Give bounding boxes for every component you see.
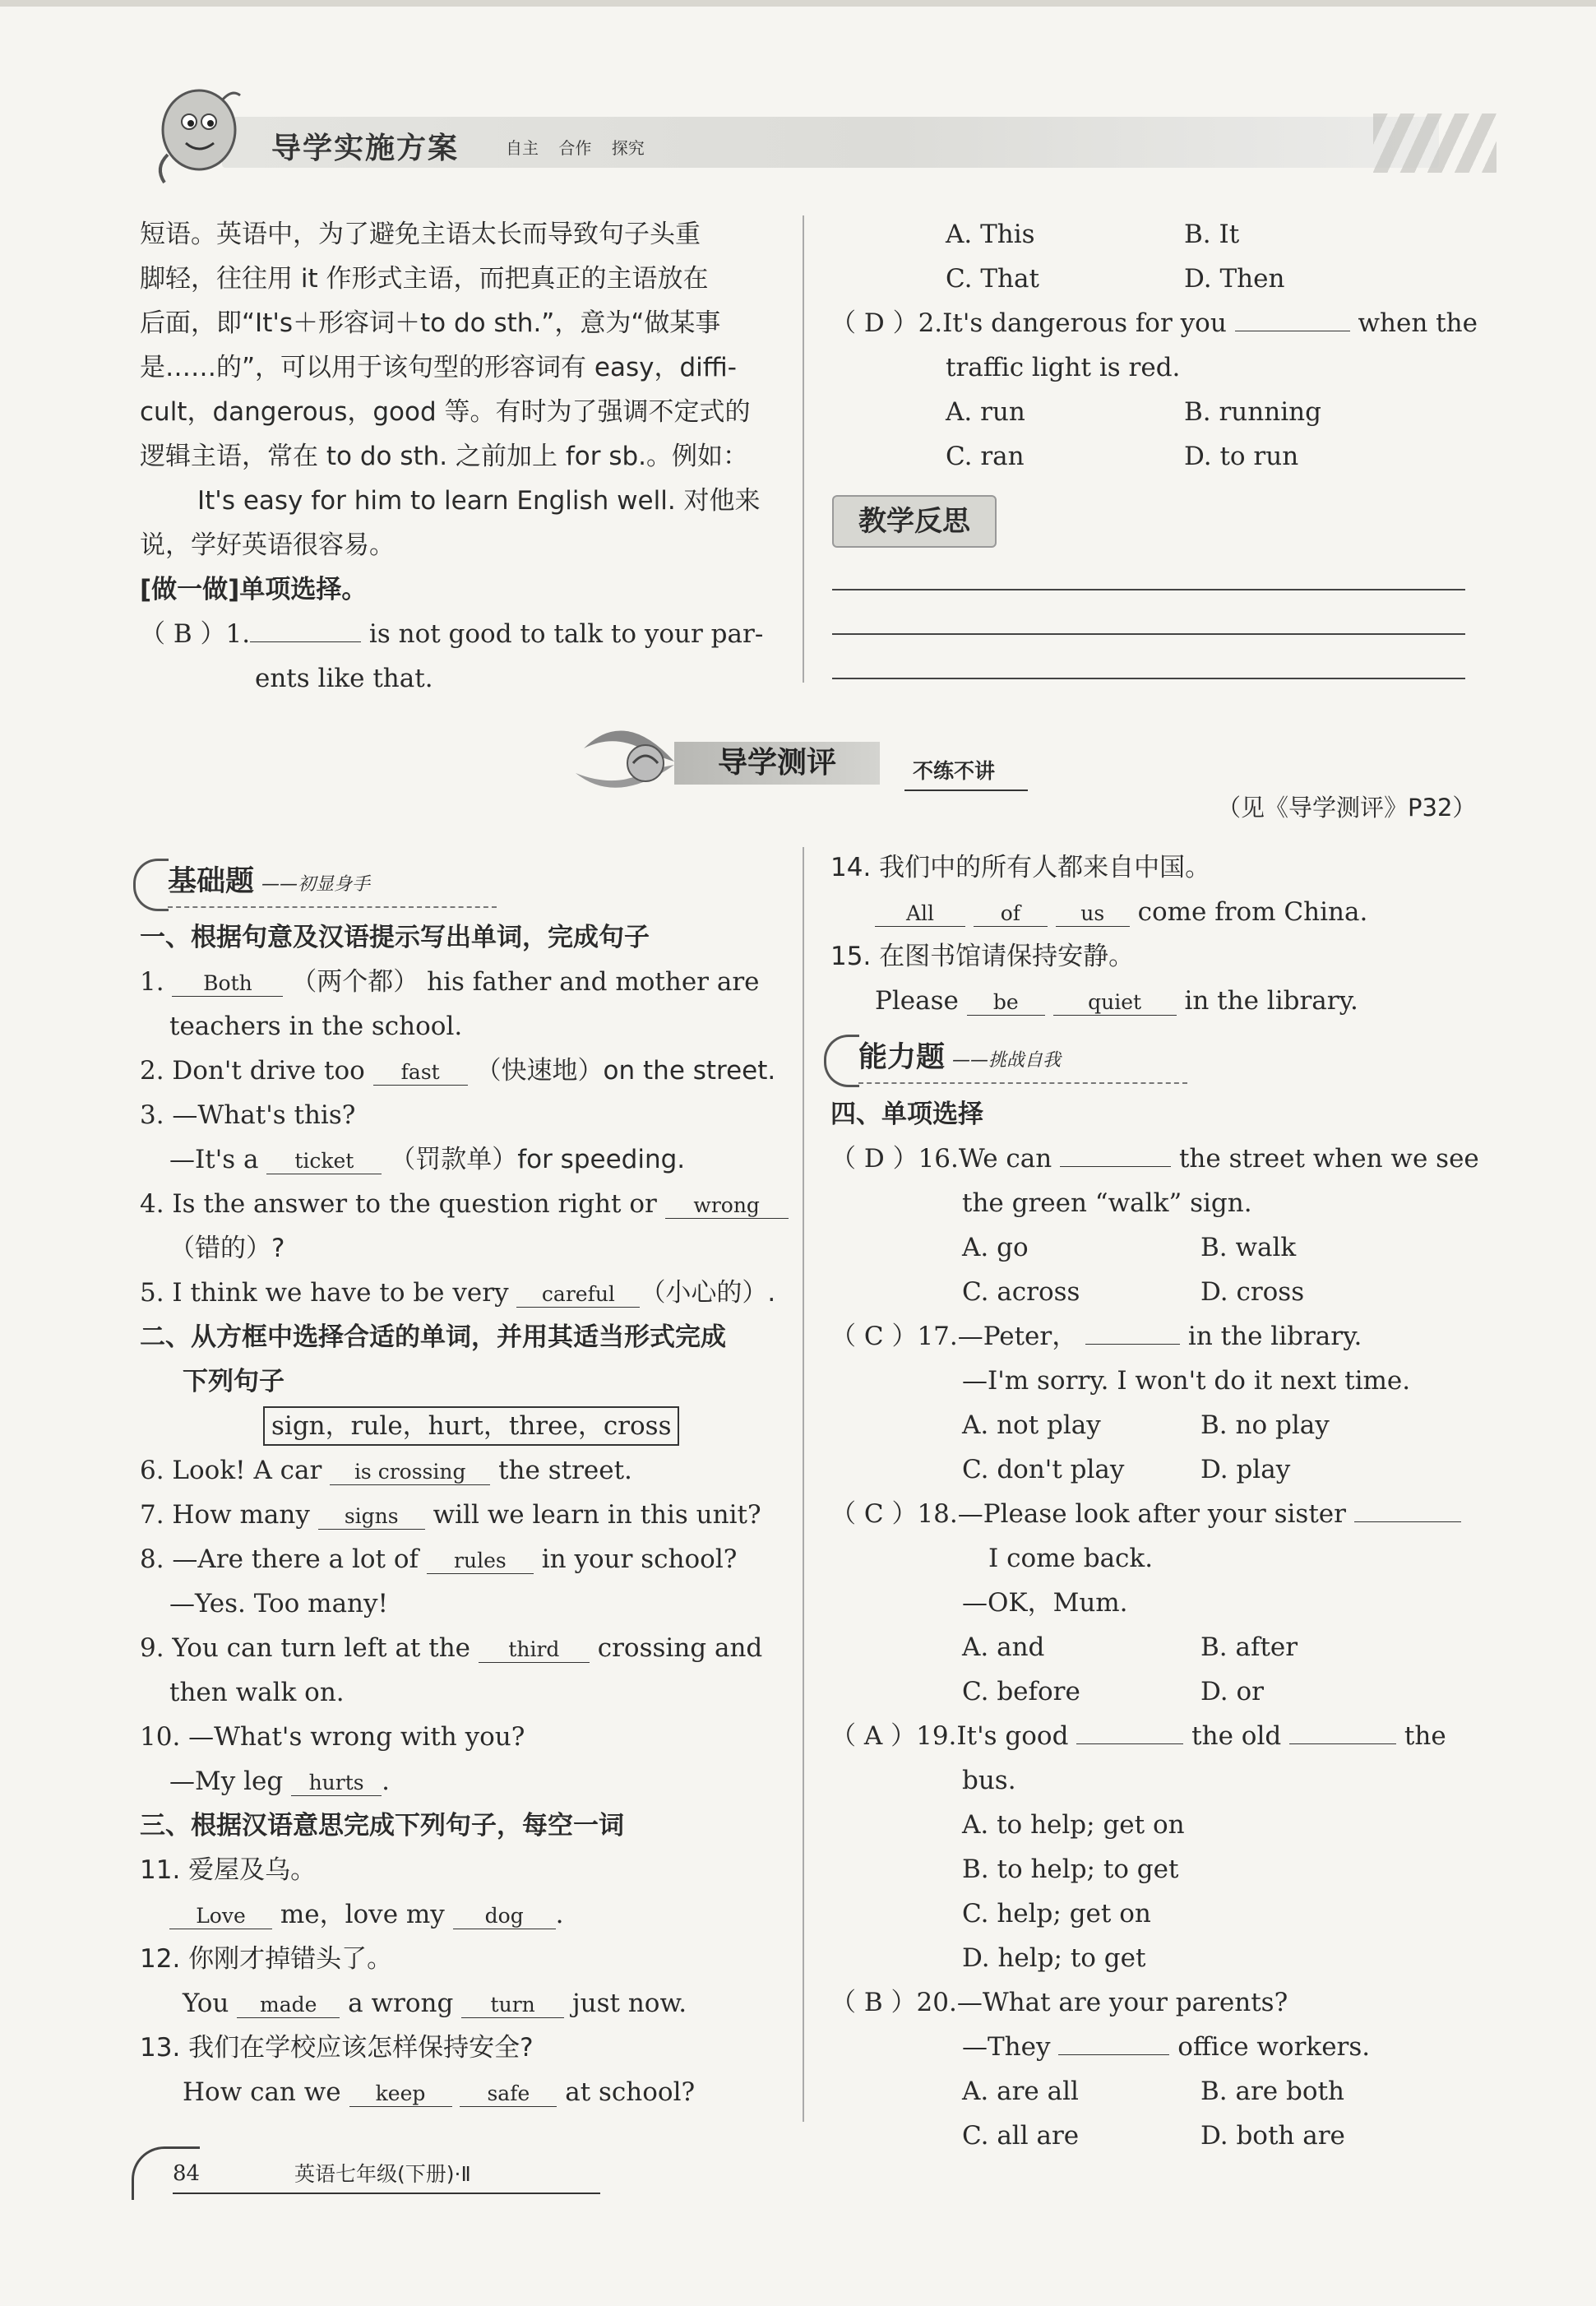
q19-option: D. help; to get bbox=[962, 1943, 1146, 1973]
answer-blank bbox=[1085, 1322, 1180, 1345]
word-box: sign，rule，hurt，three，cross bbox=[263, 1406, 679, 1446]
question-16: （ D ）16.We can the street when we see bbox=[830, 1144, 1479, 1174]
reflection-line bbox=[832, 678, 1465, 679]
q17-options: C. don't play D. play bbox=[962, 1455, 1291, 1484]
question-18: （ C ）18.—Please look after your sister bbox=[830, 1492, 1480, 1536]
practice-heading: [做一做]单项选择。 bbox=[140, 575, 368, 604]
question-3-cont: —It's a ticket （罚款单）for speeding. bbox=[169, 1145, 686, 1174]
question-17-cont: —I'm sorry. I won't do it next time. bbox=[962, 1366, 1411, 1396]
question-13-cont: How can we keep safe at school? bbox=[183, 2077, 696, 2107]
question-1-cont: teachers in the school. bbox=[169, 1012, 463, 1041]
part4-heading: 四、单项选择 bbox=[830, 1100, 983, 1129]
question-12-cont: You made a wrong turn just now. bbox=[183, 1989, 687, 2018]
question-12: 12. 你刚才掉错头了。 bbox=[140, 1944, 393, 1974]
question-4-cont: （错的）? bbox=[169, 1234, 285, 1263]
level-arrow bbox=[168, 906, 497, 908]
answer-blank: made bbox=[237, 1993, 340, 2018]
page-number: 84 bbox=[173, 2161, 201, 2186]
answer-blank: ticket bbox=[266, 1149, 382, 1174]
page-footer bbox=[123, 2138, 600, 2204]
basic-level-subtitle: ——初显身手 bbox=[261, 874, 371, 895]
grammar-note bbox=[140, 212, 781, 701]
note-line: 短语。英语中，为了避免主语太长而导致句子头重 bbox=[140, 220, 701, 249]
question-7: 7. How many signs will we learn in this unit? bbox=[140, 1500, 761, 1530]
answer-blank: us bbox=[1056, 901, 1130, 927]
mascot-icon bbox=[140, 82, 247, 189]
section-reference: （见《导学测评》P32） bbox=[1217, 794, 1477, 822]
right-bottom-mc bbox=[830, 1092, 1480, 2158]
question-18-reply: —OK，Mum. bbox=[962, 1588, 1128, 1618]
basic-level-title: 基础题 bbox=[168, 865, 255, 898]
basic-questions bbox=[140, 915, 781, 2114]
level-arrow bbox=[858, 1082, 1187, 1084]
q19-option: A. to help; get on bbox=[962, 1810, 1185, 1840]
practice-q2: （ D ）2.It's dangerous for you when the bbox=[830, 308, 1478, 338]
reflection-line bbox=[832, 589, 1465, 590]
section-tag: 不练不讲 bbox=[913, 759, 996, 783]
answer-mark: A bbox=[863, 1721, 883, 1751]
note-line: 是……的”，可以用于该句型的形容词有 easy，diffi- bbox=[140, 353, 737, 382]
part3-heading: 三、根据汉语意思完成下列句子，每空一词 bbox=[140, 1811, 624, 1841]
part2-heading: 二、从方框中选择合适的单词，并用其适当形式完成 bbox=[140, 1322, 726, 1352]
header-stripes bbox=[1373, 113, 1497, 173]
reflection-line bbox=[832, 633, 1465, 635]
question-13: 13. 我们在学校应该怎样保持安全? bbox=[140, 2033, 534, 2063]
answer-mark: D bbox=[863, 308, 885, 338]
footer-line bbox=[173, 2193, 600, 2194]
question-11: 11. 爱屋及乌。 bbox=[140, 1855, 317, 1885]
page-edge bbox=[0, 0, 1596, 7]
question-19-cont: bus. bbox=[962, 1766, 1016, 1795]
question-1: 1. Both （两个都） his father and mother are bbox=[140, 967, 760, 997]
question-3: 3. —What's this? bbox=[140, 1100, 356, 1130]
question-6: 6. Look! A car is crossing the street. bbox=[140, 1456, 632, 1485]
note-line: 后面，即“It's＋形容词＋to do sth.”，意为“做某事 bbox=[140, 308, 721, 338]
answer-blank: Love bbox=[169, 1904, 272, 1929]
q1-options: A. This B. It bbox=[946, 220, 1240, 249]
question-5: 5. I think we have to be very careful （小心的）. bbox=[140, 1278, 776, 1308]
question-14-cont: All of us come from China. bbox=[830, 890, 1480, 934]
ability-level-subtitle: ——挑战自我 bbox=[952, 1050, 1062, 1071]
answer-blank: signs bbox=[318, 1504, 425, 1530]
footer-book-title: 英语七年级(下册)·Ⅱ bbox=[294, 2162, 471, 2186]
q2-options: C. ran D. to run bbox=[946, 442, 1299, 471]
answer-mark: C bbox=[863, 1499, 884, 1529]
question-15: 15. 在图书馆请保持安静。 bbox=[830, 942, 1135, 971]
q19-option: B. to help; to get bbox=[962, 1855, 1179, 1884]
answer-blank: wrong bbox=[665, 1193, 789, 1219]
answer-blank: All bbox=[875, 901, 965, 927]
header-subtitle: 自主 合作 探究 bbox=[506, 138, 645, 158]
basic-level-banner bbox=[138, 852, 500, 910]
answer-blank bbox=[1289, 1722, 1396, 1744]
question-9: 9. You can turn left at the third crossing and bbox=[140, 1633, 763, 1663]
ability-level-title: 能力题 bbox=[858, 1041, 946, 1074]
question-10: 10. —What's wrong with you? bbox=[140, 1722, 525, 1752]
practice-q1: （ B ）1. is not good to talk to your par- bbox=[140, 619, 764, 649]
q20-options: A. are all B. are both bbox=[962, 2077, 1344, 2106]
practice-q2-cont: traffic light is red. bbox=[946, 353, 1181, 382]
answer-blank: quiet bbox=[1053, 990, 1177, 1016]
q17-options: A. not play B. no play bbox=[962, 1410, 1330, 1440]
q18-options: C. before D. or bbox=[962, 1677, 1264, 1706]
answer-blank: hurts bbox=[291, 1771, 382, 1796]
answer-blank: is crossing bbox=[330, 1460, 490, 1485]
page-header bbox=[123, 82, 1464, 189]
header-title: 导学实施方案 bbox=[271, 132, 460, 165]
section-title: 导学测评 bbox=[674, 742, 880, 785]
answer-blank: turn bbox=[461, 1993, 564, 2018]
note-line: cult，dangerous，good 等。有时为了强调不定式的 bbox=[140, 397, 751, 427]
question-14: 14. 我们中的所有人都来自中国。 bbox=[830, 853, 1211, 882]
question-11-cont: Love me，love my dog . bbox=[140, 1892, 781, 1937]
answer-blank bbox=[1354, 1500, 1461, 1522]
answer-blank bbox=[1235, 309, 1350, 331]
ability-level-banner bbox=[829, 1028, 1191, 1086]
question-19: （ A ）19.It's good the old the bbox=[830, 1721, 1446, 1751]
right-top-questions bbox=[830, 212, 1480, 479]
practice-q1-cont: ents like that. bbox=[255, 664, 433, 693]
answer-blank: rules bbox=[427, 1549, 534, 1574]
question-8: 8. —Are there a lot of rules in your school? bbox=[140, 1544, 738, 1574]
section-banner bbox=[567, 715, 1028, 806]
part2-heading-cont: 下列句子 bbox=[183, 1367, 285, 1396]
level-arc bbox=[133, 859, 169, 911]
question-9-cont: then walk on. bbox=[169, 1678, 345, 1707]
answer-blank: fast bbox=[373, 1060, 468, 1086]
q20-options: C. all are D. both are bbox=[962, 2121, 1345, 2151]
answer-mark: B bbox=[173, 619, 192, 649]
note-line: 逻辑主语，常在 to do sth. 之前加上 for sb.。例如： bbox=[140, 442, 749, 471]
question-10-cont: —My leg hurts . bbox=[169, 1767, 390, 1796]
column-divider bbox=[803, 847, 804, 2122]
right-bottom-q14-15 bbox=[830, 845, 1480, 1023]
q16-options: A. go B. walk bbox=[962, 1233, 1297, 1262]
q16-options: C. across D. cross bbox=[962, 1277, 1305, 1307]
note-line: 说，学好英语很容易。 bbox=[140, 530, 395, 560]
section-underline bbox=[904, 790, 1028, 791]
question-20: （ B ）20.—What are your parents? bbox=[830, 1988, 1288, 2017]
reflection-title: 教学反思 bbox=[832, 495, 997, 548]
answer-blank: Both bbox=[172, 971, 283, 997]
answer-blank: safe bbox=[460, 2081, 557, 2107]
question-4: 4. Is the answer to the question right or wrong bbox=[140, 1182, 781, 1226]
answer-blank: of bbox=[974, 901, 1048, 927]
question-8-cont: —Yes. Too many! bbox=[169, 1589, 388, 1618]
answer-blank bbox=[1058, 2033, 1169, 2055]
answer-blank: keep bbox=[349, 2081, 452, 2107]
answer-blank bbox=[1060, 1145, 1171, 1167]
note-example: It's easy for him to learn English well. 对他来 bbox=[197, 486, 761, 516]
answer-blank bbox=[1076, 1722, 1183, 1744]
answer-blank: dog bbox=[453, 1904, 556, 1929]
question-16-cont: the green “walk” sign. bbox=[962, 1188, 1252, 1218]
answer-mark: D bbox=[863, 1144, 885, 1174]
answer-mark: C bbox=[863, 1322, 884, 1351]
question-15-cont: Please be quiet in the library. bbox=[875, 986, 1358, 1016]
column-divider bbox=[803, 215, 804, 683]
q18-options: A. and B. after bbox=[962, 1632, 1298, 1662]
question-18-cont: I come back. bbox=[988, 1544, 1154, 1573]
q1-options: C. That D. Then bbox=[946, 264, 1285, 294]
answer-blank: careful bbox=[516, 1282, 640, 1308]
answer-blank: be bbox=[967, 990, 1045, 1016]
q2-options: A. run B. running bbox=[946, 397, 1321, 427]
q19-option: C. help; get on bbox=[962, 1899, 1151, 1929]
swirl-icon bbox=[567, 715, 691, 806]
wordbox-row bbox=[140, 1404, 781, 1448]
answer-mark: B bbox=[863, 1988, 883, 2017]
level-arc bbox=[824, 1035, 859, 1087]
question-2: 2. Don't drive too fast （快速地）on the street. bbox=[140, 1056, 776, 1086]
note-line: 脚轻，往往用 it 作形式主语，而把真正的主语放在 bbox=[140, 264, 709, 294]
answer-blank bbox=[250, 620, 361, 642]
answer-blank: third bbox=[479, 1637, 590, 1663]
question-20-cont: —They office workers. bbox=[962, 2032, 1371, 2062]
question-17: （ C ）17.—Peter， in the library. bbox=[830, 1322, 1362, 1351]
part1-heading: 一、根据句意及汉语提示写出单词，完成句子 bbox=[140, 923, 650, 952]
